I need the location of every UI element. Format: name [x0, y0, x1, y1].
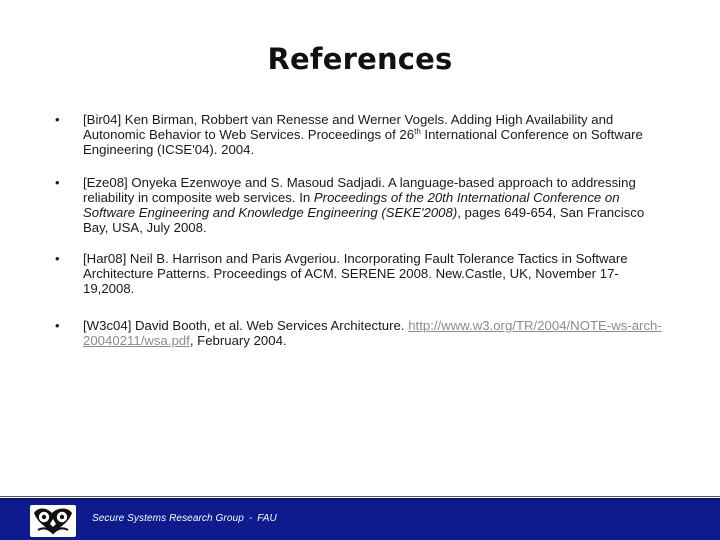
owl-logo-icon [30, 505, 76, 537]
reference-link[interactable]: http://www.w3.org/TR/2004/NOTE-ws-arch-20040211/wsa.pdf [83, 318, 662, 348]
owl-logo-graphic [30, 505, 76, 537]
bullet-icon: • [55, 251, 60, 266]
reference-item [52, 175, 664, 251]
bullet-icon: • [55, 175, 60, 190]
bullet-icon: • [55, 318, 60, 333]
footer-separator: - [248, 513, 253, 524]
reference-text: [Eze08] Onyeka Ezenwoye and S. Masoud Sadjadi. A language-based approach to addressing reliability in composite web services. In Proceedings of the 20th International Conference on Software Engineering and Knowledge Engineering (SEKE'2008), pages 649-654, San Francisco Bay, USA, July 2008. [83, 175, 645, 235]
footer-bar [0, 498, 720, 540]
footer-label [92, 513, 277, 524]
reference-text: [W3c04] David Booth, et al. Web Services Architecture. http://www.w3.org/TR/2004/NOTE-ws-arch-20040211/wsa.pdf, February 2004. [83, 318, 662, 348]
references-list [52, 112, 664, 363]
footer-org: FAU [257, 513, 277, 524]
reference-item [52, 318, 664, 363]
reference-text: [Bir04] Ken Birman, Robbert van Renesse and Werner Vogels. Adding High Availability and Autonomic Behavior to Web Services. Proceedings of 26th International Conference on Software Engineering (ICSE'04). 2004. [83, 112, 643, 157]
reference-item [52, 112, 664, 175]
footer-group: Secure Systems Research Group [92, 513, 244, 524]
reference-text: [Har08] Neil B. Harrison and Paris Avgeriou. Incorporating Fault Tolerance Tactics in Software Architecture Patterns. Proceedings of ACM. SERENE 2008. New.Castle, UK, November 17-19,2008. [83, 251, 628, 296]
footer-divider [0, 496, 720, 497]
page-title: References [267, 42, 453, 76]
reference-item [52, 251, 664, 318]
bullet-icon: • [55, 112, 60, 127]
